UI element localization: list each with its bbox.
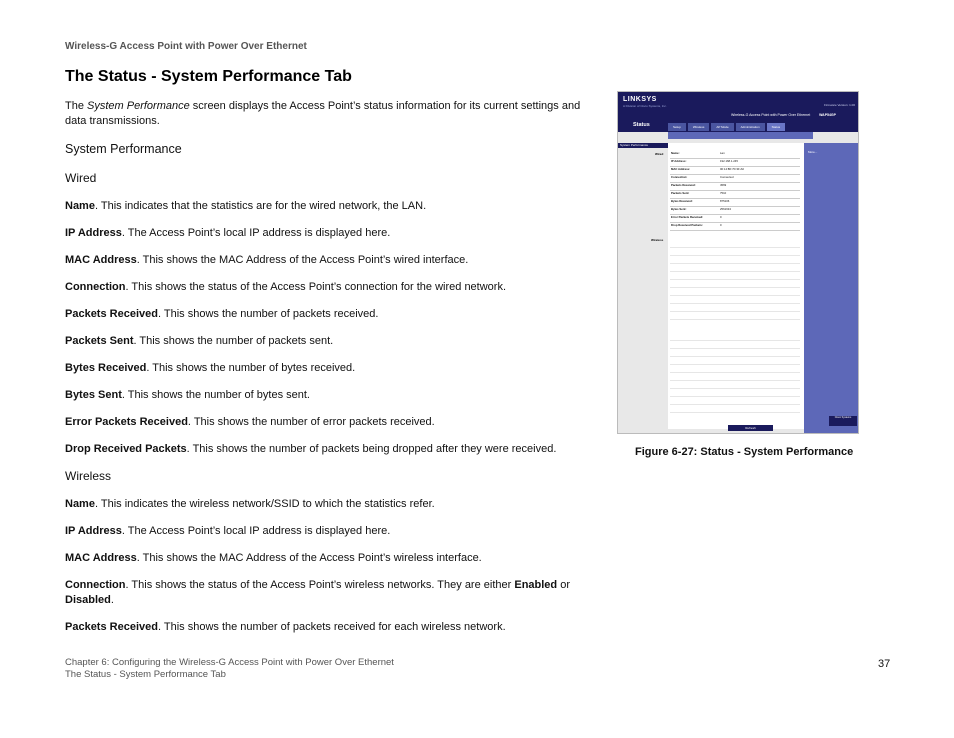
stat-value: 0 — [720, 215, 722, 219]
stat-value: 2561634 — [720, 207, 731, 211]
definition-packets-received-wireless: Packets Received. This shows the number of packets received for each wireless network. — [65, 621, 506, 633]
wireless-definition: IP Address. The Access Point’s local IP address is displayed here. — [65, 525, 391, 537]
wired-stat-row — [670, 222, 800, 231]
wired-definition: Bytes Received. This shows the number of bytes received. — [65, 362, 356, 374]
stat-value: 00:14:BF:7D:3F:A0 — [720, 167, 744, 171]
wireless-heading: Wireless — [65, 469, 112, 483]
footer-chapter: Chapter 6: Configuring the Wireless-G Access Point with Power Over Ethernet — [65, 657, 394, 668]
firmware-version: Firmware Version: 1.00 — [824, 103, 855, 107]
footer — [65, 657, 394, 681]
linksys-logo-subtitle: A Division of Cisco Systems, Inc. — [623, 104, 667, 108]
section-label: Status — [633, 122, 650, 128]
stat-label: Packets Sent: — [671, 191, 690, 195]
wireless-stats-table-1 — [670, 240, 800, 325]
help-link[interactable]: More... — [808, 150, 818, 154]
sidebar-label-wireless: Wireless — [651, 238, 664, 242]
wired-definition: Connection. This shows the status of the Access Point’s connection for the wired network. — [65, 281, 507, 293]
refresh-button[interactable]: Refresh — [728, 425, 773, 431]
stat-value: Lan — [720, 151, 725, 155]
figure-caption: Figure 6-27: Status - System Performance — [635, 446, 854, 458]
wired-definition: MAC Address. This shows the MAC Address of the Access Point’s wired interface. — [65, 254, 469, 266]
tab-administration[interactable]: Administration — [736, 123, 765, 131]
wired-definition: Packets Sent. This shows the number of packets sent. — [65, 335, 334, 347]
wired-heading: Wired — [65, 171, 97, 185]
stat-label: IP Address: — [671, 159, 687, 163]
stat-value: Connected — [720, 175, 734, 179]
wireless-definition: MAC Address. This shows the MAC Address of the Access Point’s wireless interface. — [65, 552, 482, 564]
wireless-definitions — [65, 497, 595, 566]
left-sidebar — [618, 143, 668, 434]
sub-tab-bar — [668, 132, 813, 139]
product-name: Wireless-G Access Point with Power Over Ethernet — [731, 113, 811, 117]
page-title: The Status - System Performance Tab — [65, 68, 352, 85]
wired-definition: Bytes Sent. This shows the number of bytes sent. — [65, 389, 310, 401]
stat-label: Name: — [671, 151, 680, 155]
footer-section: The Status - System Performance Tab — [65, 669, 226, 680]
stat-value: 875106 — [720, 199, 730, 203]
stat-label: Drop Received Packets: — [671, 223, 703, 227]
cisco-logo: Cisco Systems — [829, 416, 857, 426]
stat-value: 7510 — [720, 191, 727, 195]
tab-setup[interactable]: Setup — [668, 123, 686, 131]
stat-label: Error Packets Received: — [671, 215, 704, 219]
wired-definitions — [65, 199, 595, 457]
page-number: 37 — [878, 658, 891, 670]
help-panel — [804, 143, 859, 434]
stat-value: 192.168.1.245 — [720, 159, 738, 163]
wireless-stats-table-2 — [670, 333, 800, 418]
definition-connection-wireless: Connection. This shows the status of the Access Point’s wireless networks. They are either Enabled or Disabled. — [65, 579, 570, 606]
intro-paragraph: The System Performance screen displays the Access Point’s status information for its current settings and data transmissions. — [65, 100, 581, 127]
wired-definition: Name. This indicates that the statistics are for the wired network, the LAN. — [65, 200, 427, 212]
sidebar-label-wired: Wired — [655, 152, 664, 156]
wired-definition: Packets Received. This shows the number of packets received. — [65, 308, 379, 320]
wired-definition: Error Packets Received. This shows the number of error packets received. — [65, 416, 435, 428]
stat-label: Connection: — [671, 175, 688, 179]
stat-value: 0 — [720, 223, 722, 227]
wireless-definition: Name. This indicates the wireless network/SSID to which the statistics refer. — [65, 498, 435, 510]
tab-status[interactable]: Status — [767, 123, 786, 131]
stat-label: Bytes Sent: — [671, 207, 687, 211]
linksys-logo: LINKSYS — [623, 96, 657, 103]
stat-label: Bytes Received: — [671, 199, 693, 203]
sidebar-header: System Performance — [618, 143, 668, 148]
tab-ap-mode[interactable]: AP Mode — [711, 123, 733, 131]
running-header: Wireless-G Access Point with Power Over Ethernet — [65, 41, 307, 52]
model-number: WAP54GP — [819, 113, 836, 117]
wired-definition: Drop Received Packets. This shows the number of packets being dropped after they were received. — [65, 443, 557, 455]
nav-tabs — [668, 123, 785, 132]
stat-value: 4569 — [720, 183, 727, 187]
tab-wireless[interactable]: Wireless — [688, 123, 710, 131]
stat-label: Packets Received: — [671, 183, 696, 187]
wired-definition: IP Address. The Access Point’s local IP address is displayed here. — [65, 227, 391, 239]
section-heading: System Performance — [65, 142, 182, 156]
body-text — [65, 99, 595, 635]
figure-screenshot — [617, 91, 859, 434]
stat-label: MAC Address: — [671, 167, 691, 171]
